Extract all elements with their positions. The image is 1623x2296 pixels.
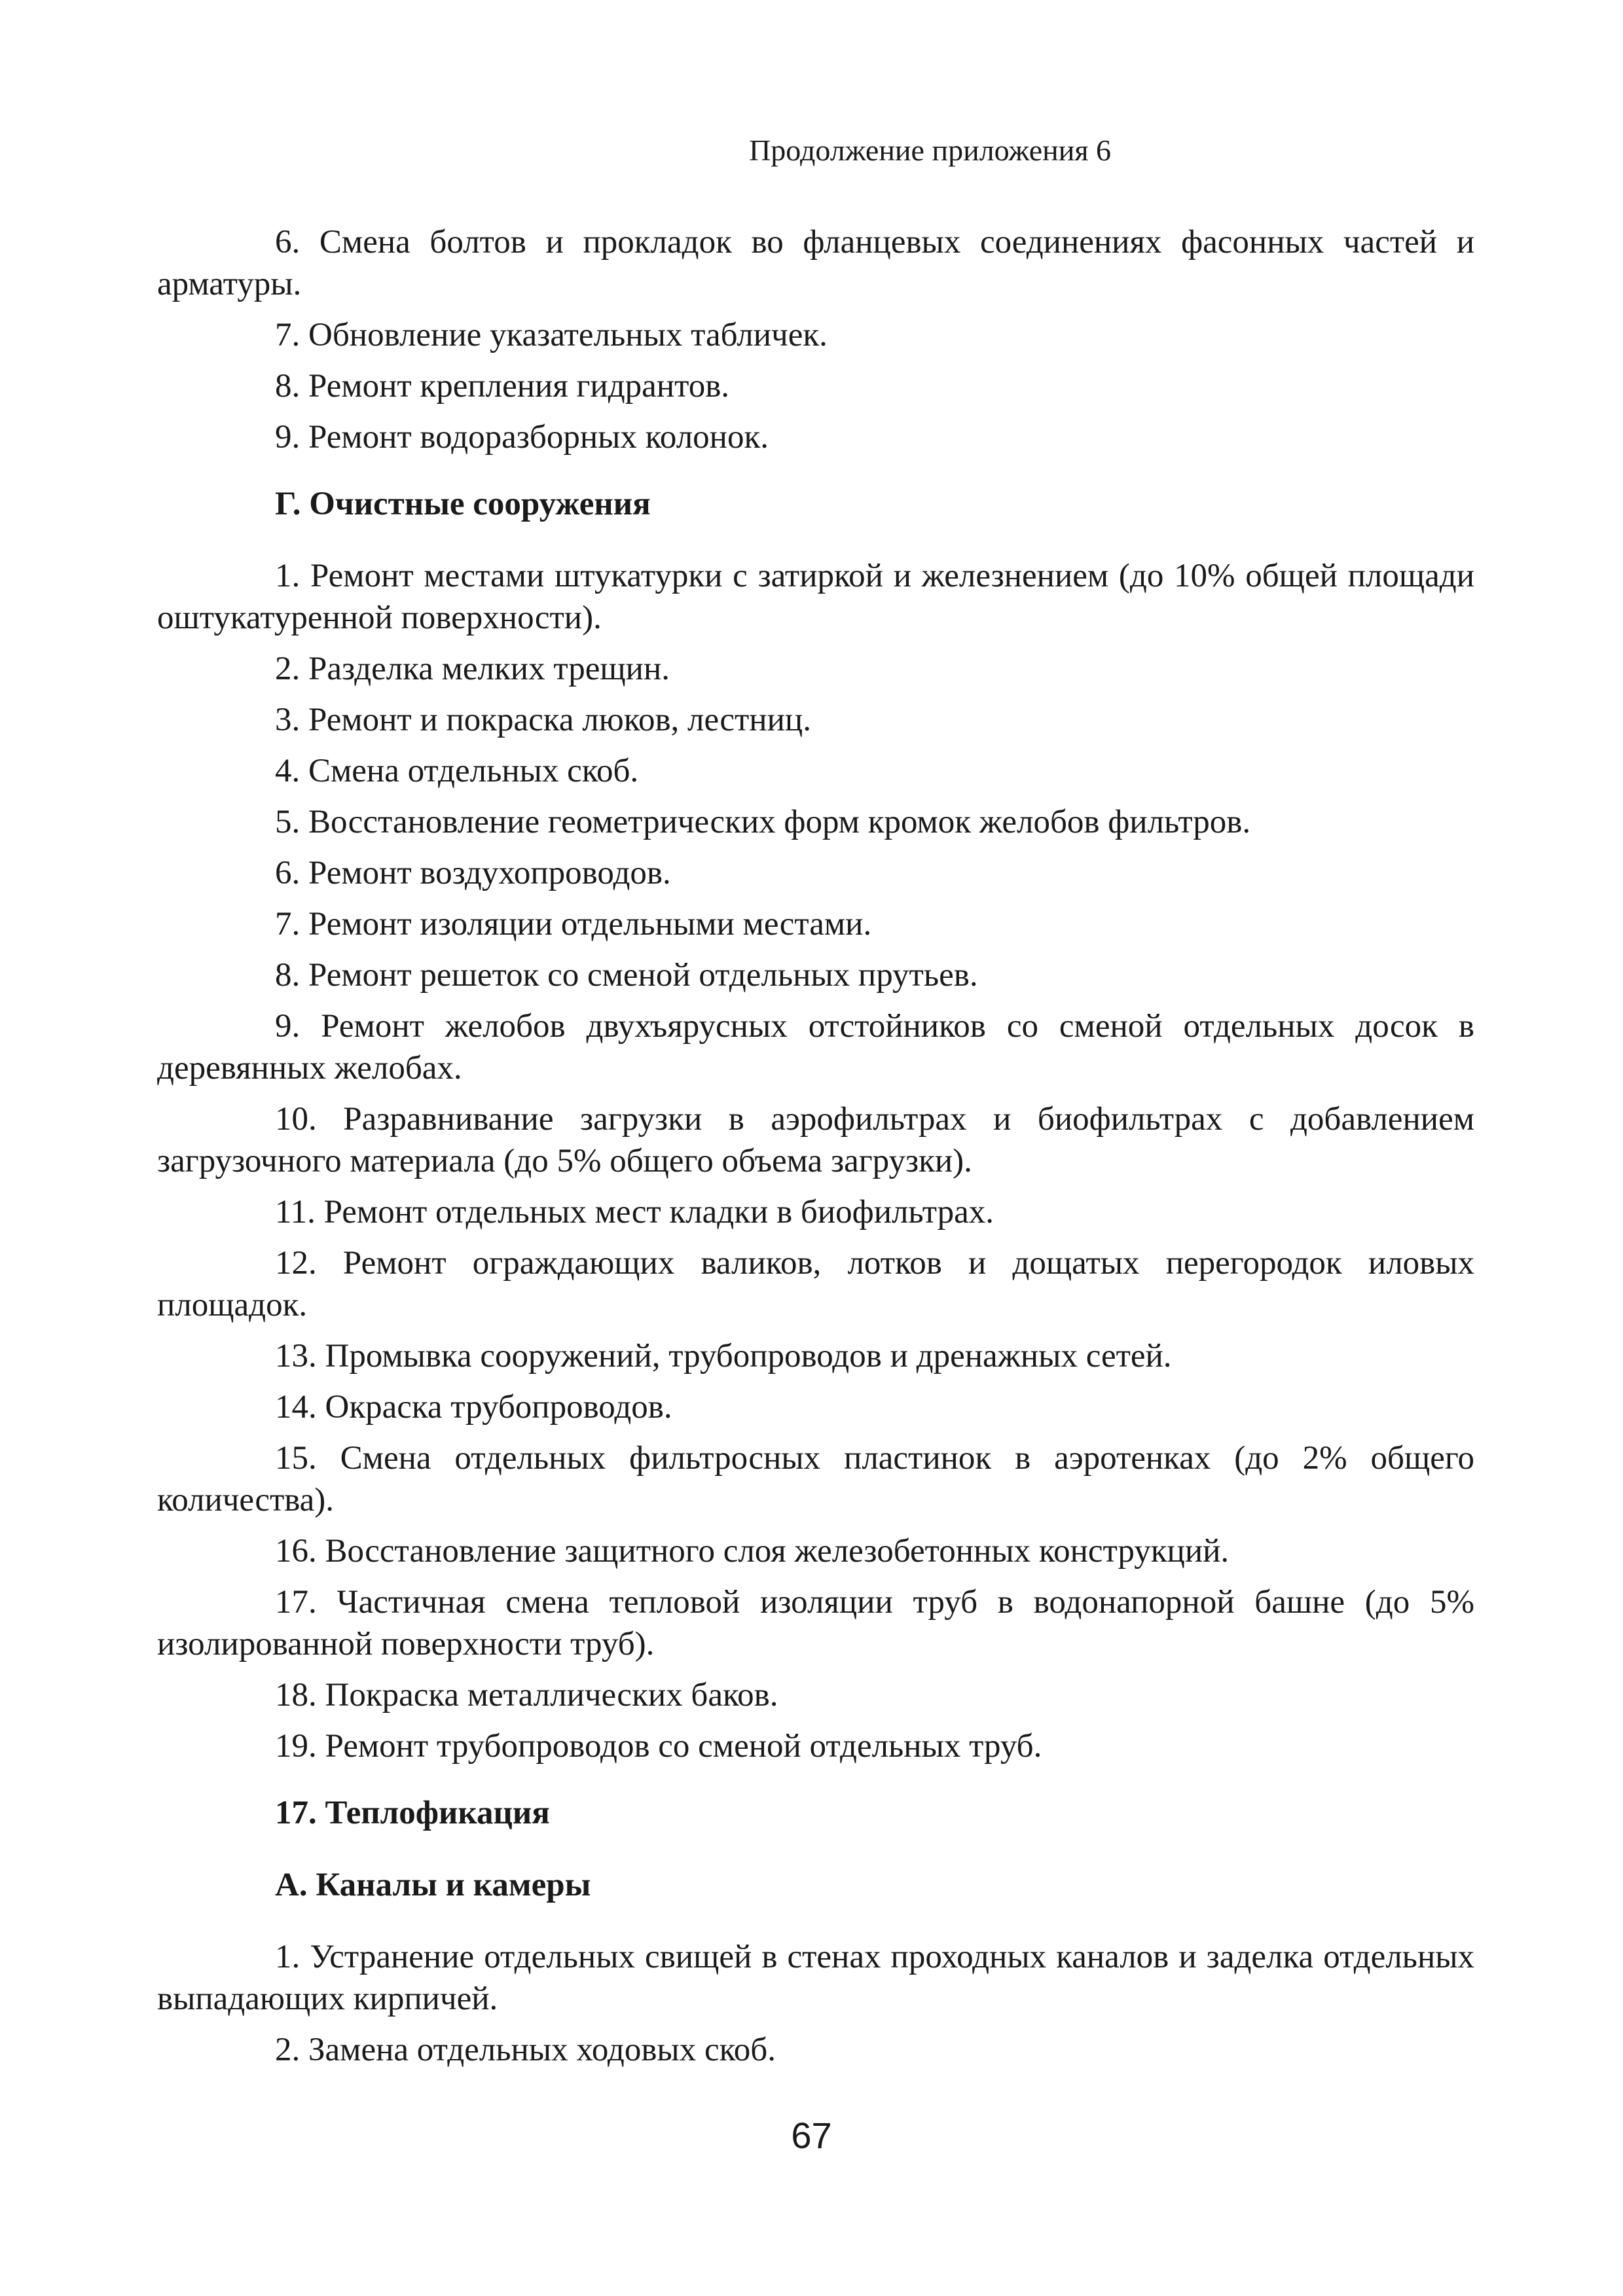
running-header: Продолжение приложения 6 — [749, 134, 1111, 167]
section-heading-17: 17. Теплофикация — [275, 1795, 550, 1831]
list-item: 17. Частичная смена тепловой изоляции труб в водонапорной башне (до 5% изолированной поверхности труб). — [157, 1584, 1474, 1662]
list-item: 4. Смена отдельных скоб. — [275, 753, 639, 789]
list-item: 9. Ремонт желобов двухъярусных отстойников со сменой отдельных досок в деревянных желобах. — [157, 1008, 1474, 1086]
list-item: 8. Ремонт крепления гидрантов. — [275, 368, 730, 404]
list-item: 2. Разделка мелких трещин. — [275, 651, 670, 687]
document-page — [157, 131, 1474, 2080]
section-heading-a: А. Каналы и камеры — [275, 1867, 591, 1903]
list-item: 11. Ремонт отдельных мест кладки в биофильтрах. — [275, 1194, 994, 1230]
list-item: 7. Обновление указательных табличек. — [275, 317, 828, 353]
list-item: 3. Ремонт и покраска люков, лестниц. — [275, 702, 811, 738]
list-item: 13. Промывка сооружений, трубопроводов и дренажных сетей. — [275, 1338, 1172, 1374]
list-item: 6. Смена болтов и прокладок во фланцевых соединениях фасонных частей и арматуры. — [157, 224, 1474, 302]
list-item: 18. Покраска металлических баков. — [275, 1677, 778, 1713]
list-item: 19. Ремонт трубопроводов со сменой отдельных труб. — [275, 1728, 1042, 1765]
list-item: 1. Ремонт местами штукатурки с затиркой и железнением (до 10% общей площади оштукатуренной поверхности). — [157, 558, 1474, 636]
section-heading-g: Г. Очистные сооружения — [275, 486, 651, 522]
list-item: 5. Восстановление геометрических форм кромок желобов фильтров. — [275, 804, 1251, 840]
list-item: 8. Ремонт решеток со сменой отдельных прутьев. — [275, 957, 978, 994]
list-item: 7. Ремонт изоляции отдельными местами. — [275, 906, 872, 942]
list-item: 16. Восстановление защитного слоя железобетонных конструкций. — [275, 1533, 1230, 1570]
list-item: 15. Смена отдельных фильтросных пластинок в аэротенках (до 2% общего количества). — [157, 1440, 1474, 1518]
list-item: 2. Замена отдельных ходовых скоб. — [275, 2032, 776, 2068]
list-item: 6. Ремонт воздухопроводов. — [275, 855, 671, 891]
page-number: 67 — [791, 2115, 832, 2156]
list-item: 10. Разравнивание загрузки в аэрофильтрах и биофильтрах с добавлением загрузочного материала (до 5% общего объема загрузки). — [157, 1101, 1474, 1179]
list-item: 9. Ремонт водоразборных колонок. — [275, 419, 769, 456]
list-item: 1. Устранение отдельных свищей в стенах проходных каналов и заделка отдельных выпадающих кирпичей. — [157, 1939, 1474, 2017]
list-item: 12. Ремонт ограждающих валиков, лотков и дощатых перегородок иловых площадок. — [157, 1245, 1474, 1323]
list-item: 14. Окраска трубопроводов. — [275, 1389, 672, 1426]
